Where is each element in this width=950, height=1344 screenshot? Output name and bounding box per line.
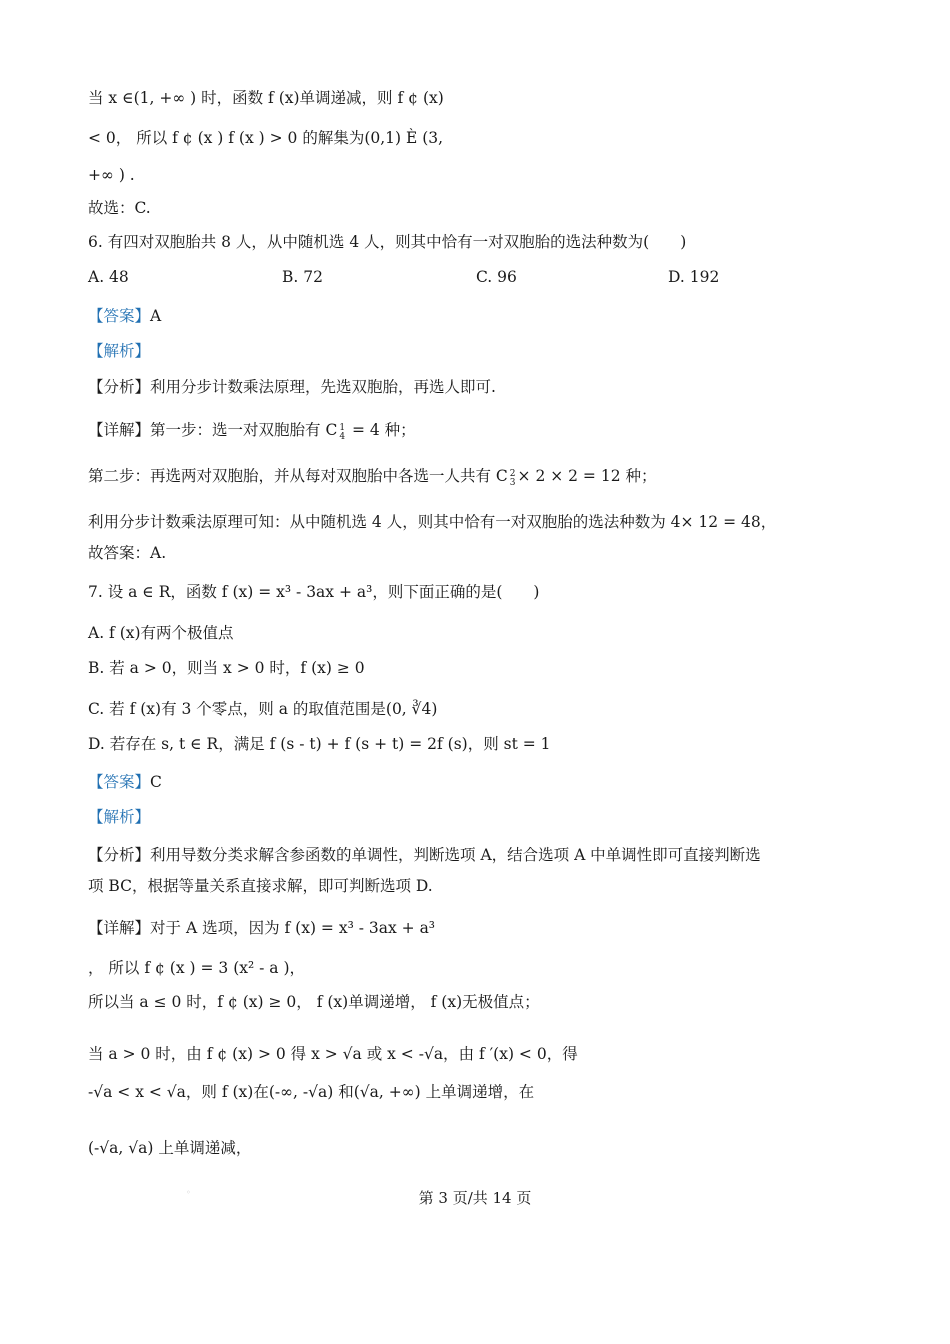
q7-option-d: D. 若存在 s, t ∈ R，满足 f (s - t) + f (s + t) = 2f (s)，则 st = 1 [88, 735, 551, 753]
q7-fenxi-line-2: 项 BC，根据等量关系直接求解，即可判断选项 D. [88, 877, 433, 895]
stray-mark: ◦ [186, 1188, 191, 1197]
q7-detail-line-1 [88, 918, 435, 938]
q7-answer [88, 772, 162, 792]
q6-answer [88, 306, 161, 326]
q6-option-b: B. 72 [282, 268, 323, 286]
detail-text: 对于 A 选项，因为 f (x) = x³ - 3ax + a³ [150, 919, 436, 937]
step1-text: 第一步：选一对双胞胎有 C [150, 421, 338, 439]
xiangjie-tag: 【详解】 [88, 421, 151, 439]
q7-fenxi-line-1 [88, 845, 761, 865]
q6-jiexi-tag: 【解析】 [88, 342, 151, 360]
q6-option-a: A. 48 [88, 268, 129, 286]
q7-jiexi-tag: 【解析】 [88, 808, 151, 826]
q7-option-b: B. 若 a > 0，则当 x > 0 时，f (x) ≥ 0 [88, 659, 365, 677]
q7-option-c: C. 若 f (x)有 3 个零点，则 a 的取值范围是(0, ∛4) [88, 700, 438, 718]
q7-detail-line-4: 当 a > 0 时，由 f ¢ (x) > 0 得 x > √a 或 x < -√a，由 f ′(x) < 0，得 [88, 1045, 578, 1063]
answer-value: A [150, 307, 162, 325]
prev-solution-line-2: < 0， 所以 f ¢ (x ) f (x ) > 0 的解集为(0,1) È (3, [88, 129, 444, 147]
fenxi-tag: 【分析】 [88, 378, 151, 396]
q7-stem: 7. 设 a ∈ R，函数 f (x) = x³ - 3ax + a³，则下面正确的是( ) [88, 583, 540, 601]
prev-conclusion: 故选：C. [88, 199, 151, 217]
q7-detail-line-5: -√a < x < √a，则 f (x)在(-∞, -√a) 和(√a, +∞) 上单调递增，在 [88, 1083, 535, 1101]
q6-step1 [88, 420, 416, 442]
q7-detail-line-2: ， 所以 f ¢ (x ) = 3 (x² - a )， [88, 959, 306, 977]
prev-solution-line-3: +∞ ) . [88, 166, 135, 184]
answer-tag: 【答案】 [88, 307, 151, 325]
answer-value: C [150, 773, 162, 791]
q6-fenxi [88, 377, 496, 397]
combination-index: 1 4 [339, 423, 346, 442]
fenxi-text: 利用分步计数乘法原理，先选双胞胎，再选人即可. [150, 378, 496, 396]
xiangjie-tag: 【详解】 [88, 919, 151, 937]
q7-detail-line-6: (-√a, √a) 上单调递减， [88, 1139, 252, 1157]
page-footer: 第 3 页/共 14 页 [418, 1189, 532, 1207]
step2-text: 第二步：再选两对双胞胎，并从每对双胞胎中各选一人共有 C [88, 467, 508, 485]
q6-stem: 6. 有四对双胞胎共 8 人，从中随机选 4 人，则其中恰有一对双胞胎的选法种数为( ) [88, 233, 687, 251]
q6-conclusion: 故答案：A. [88, 544, 167, 562]
fenxi-text: 利用导数分类求解含参函数的单调性，判断选项 A，结合选项 A 中单调性即可直接判断选 [150, 846, 761, 864]
fenxi-tag: 【分析】 [88, 846, 151, 864]
q7-option-a: A. f (x)有两个极值点 [88, 624, 234, 642]
q6-option-c: C. 96 [476, 268, 517, 286]
step1-result: = 4 种； [347, 421, 416, 439]
q6-option-d: D. 192 [668, 268, 720, 286]
q7-detail-line-3: 所以当 a ≤ 0 时，f ¢ (x) ≥ 0， f (x)单调递增， f (x)无极值点； [88, 993, 540, 1011]
step2-result: × 2 × 2 = 12 种； [517, 467, 657, 485]
q6-step3: 利用分步计数乘法原理可知：从中随机选 4 人，则其中恰有一对双胞胎的选法种数为 4× 12 = 48， [88, 513, 777, 531]
q6-step2 [88, 466, 657, 488]
prev-solution-line-1: 当 x ∈(1, +∞ ) 时，函数 f (x)单调递减，则 f ¢ (x) [88, 89, 444, 107]
answer-tag: 【答案】 [88, 773, 151, 791]
combination-index: 2 3 [509, 469, 516, 488]
